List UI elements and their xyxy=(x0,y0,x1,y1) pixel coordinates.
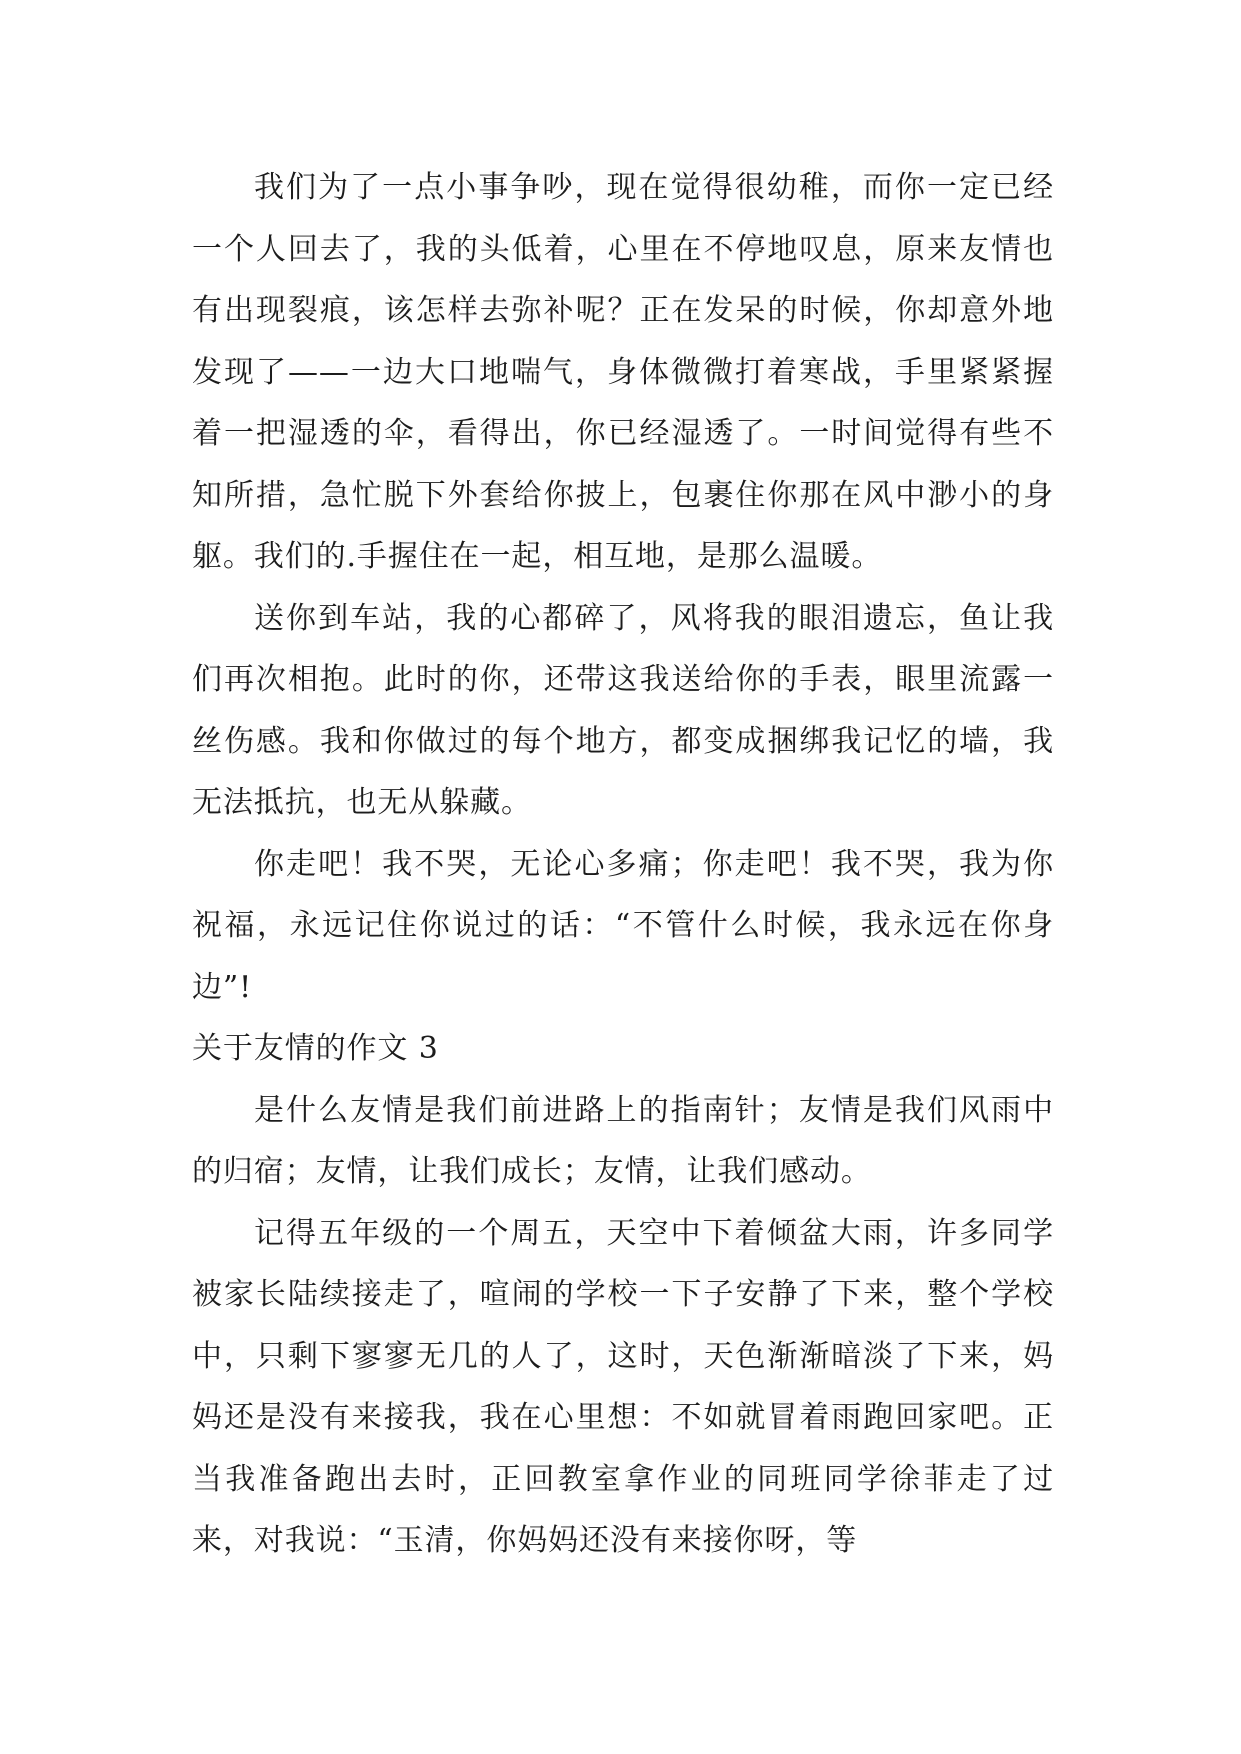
paragraph: 记得五年级的一个周五，天空中下着倾盆大雨，许多同学被家长陆续接走了，喧闹的学校一下子安静了下来，整个学校中，只剩下寥寥无几的人了，这时，天色渐渐暗淡了下来，妈妈还是没有来接我，我在心里想：不如就冒着雨跑回家吧。正当我准备跑出去时，正回教室拿作业的同班同学徐菲走了过来，对我说：“玉清，你妈妈还没有来接你呀，等 xyxy=(192,1215,1054,1558)
paragraph: 我们为了一点小事争吵，现在觉得很幼稚，而你一定已经一个人回去了，我的头低着，心里在不停地叹息，原来友情也有出现裂痕，该怎样去弥补呢？正在发呆的时候，你却意外地发现了——一边大口地喘气，身体微微打着寒战，手里紧紧握着一把湿透的伞，看得出，你已经湿透了。一时间觉得有些不知所措，急忙脱下外套给你披上，包裹住你那在风中渺小的身躯。我们的.手握住在一起，相互地，是那么温暖。 xyxy=(192,170,1054,574)
section-heading: 关于友情的作文 3 xyxy=(192,1031,439,1066)
paragraph: 你走吧！我不哭，无论心多痛；你走吧！我不哭，我为你祝福，永远记住你说过的话：“不管什么时候，我永远在你身边”! xyxy=(192,846,1054,1005)
paragraph: 送你到车站，我的心都碎了，风将我的眼泪遗忘，鱼让我们再次相抱。此时的你，还带这我送给你的手表，眼里流露一丝伤感。我和你做过的每个地方，都变成捆绑我记忆的墙，我无法抵抗，也无从躲藏。 xyxy=(192,600,1054,820)
paragraph: 是什么友情是我们前进路上的指南针；友情是我们风雨中的归宿；友情，让我们成长；友情，让我们感动。 xyxy=(192,1092,1054,1189)
document-body xyxy=(192,157,1054,1572)
